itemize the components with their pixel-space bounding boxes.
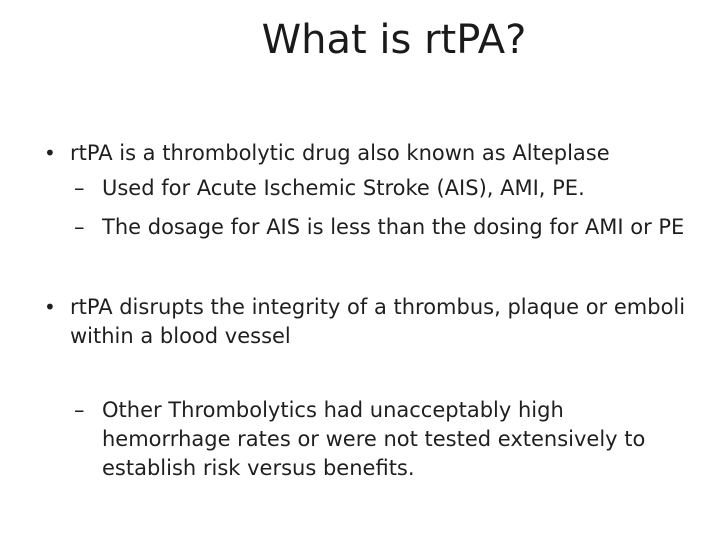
bullet-marker: • — [44, 295, 56, 319]
sub-bullet-2-1-line-3: establish risk versus benefits. — [102, 456, 415, 480]
sub-bullet-marker: – — [74, 176, 85, 200]
sub-bullet-marker: – — [74, 398, 85, 422]
bullet-1-line-1: rtPA is a thrombolytic drug also known as Alteplase — [70, 141, 610, 165]
bullet-marker: • — [44, 141, 56, 165]
sub-bullet-1-1-line-1: Used for Acute Ischemic Stroke (AIS), AMI, PE. — [102, 176, 585, 200]
sub-bullet-marker: – — [74, 215, 85, 239]
sub-bullet-2-1-line-1: Other Thrombolytics had unacceptably high — [102, 398, 564, 422]
sub-bullet-2-1-line-2: hemorrhage rates or were not tested extensively to — [102, 427, 646, 451]
sub-bullet-1-2-line-1: The dosage for AIS is less than the dosing for AMI or PE — [102, 215, 685, 239]
bullet-2-line-1: rtPA disrupts the integrity of a thrombus, plaque or emboli — [70, 295, 686, 319]
bullet-2-line-2: within a blood vessel — [70, 324, 291, 348]
slide-title: What is rtPA? — [261, 17, 527, 63]
